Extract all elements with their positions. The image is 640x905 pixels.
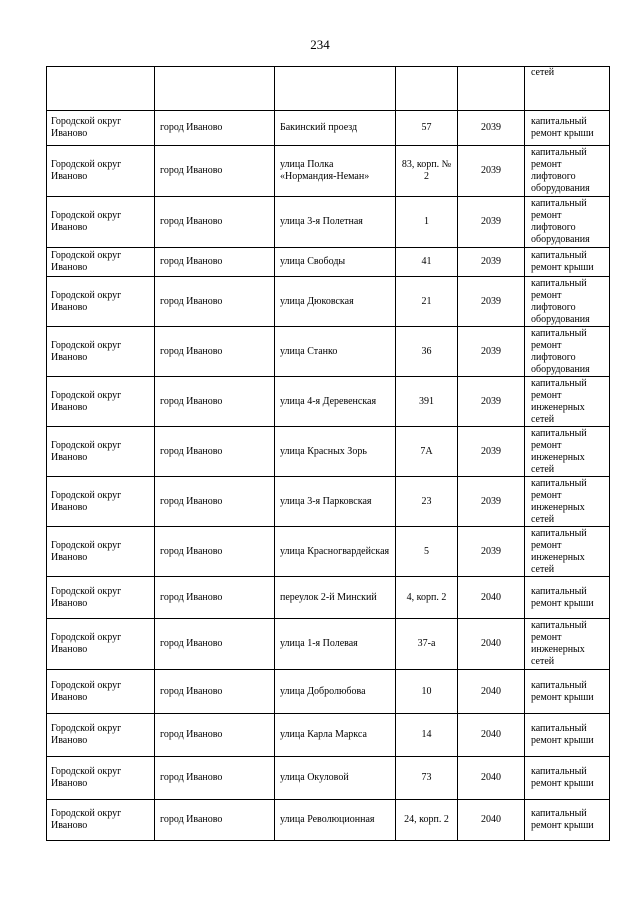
street-cell: Бакинский проезд bbox=[275, 111, 396, 146]
house-cell: 391 bbox=[396, 377, 458, 427]
year-cell: 2040 bbox=[458, 577, 525, 619]
house-cell: 5 bbox=[396, 527, 458, 577]
year-cell: 2039 bbox=[458, 277, 525, 327]
street-cell: улица Дюковская bbox=[275, 277, 396, 327]
year-cell: 2039 bbox=[458, 477, 525, 527]
house-cell: 21 bbox=[396, 277, 458, 327]
house-cell: 24, корп. 2 bbox=[396, 800, 458, 841]
work-type-cell: капитальный ремонт крыши bbox=[525, 670, 610, 714]
year-cell: 2039 bbox=[458, 146, 525, 197]
work-type-cell: капитальный ремонт инженерных сетей bbox=[525, 619, 610, 670]
table-row bbox=[47, 146, 610, 197]
street-cell: переулок 2-й Минский bbox=[275, 577, 396, 619]
house-cell: 41 bbox=[396, 248, 458, 277]
locality-cell: город Иваново bbox=[155, 477, 275, 527]
house-cell: 37-а bbox=[396, 619, 458, 670]
table-row bbox=[47, 248, 610, 277]
house-cell: 10 bbox=[396, 670, 458, 714]
district-cell: Городской округ Иваново bbox=[47, 714, 155, 757]
house-cell: 36 bbox=[396, 327, 458, 377]
locality-cell: город Иваново bbox=[155, 757, 275, 800]
district-cell: Городской округ Иваново bbox=[47, 277, 155, 327]
street-cell: улица Карла Маркса bbox=[275, 714, 396, 757]
house-cell: 1 bbox=[396, 197, 458, 248]
house-cell: 57 bbox=[396, 111, 458, 146]
work-type-cell: капитальный ремонт лифтового оборудования bbox=[525, 146, 610, 197]
work-type-cell: капитальный ремонт крыши bbox=[525, 757, 610, 800]
work-type-cell: капитальный ремонт лифтового оборудования bbox=[525, 277, 610, 327]
district-cell: Городской округ Иваново bbox=[47, 111, 155, 146]
year-cell: 2039 bbox=[458, 327, 525, 377]
locality-cell: город Иваново bbox=[155, 670, 275, 714]
locality-cell: город Иваново bbox=[155, 427, 275, 477]
street-cell: улица 3-я Парковская bbox=[275, 477, 396, 527]
locality-cell: город Иваново bbox=[155, 800, 275, 841]
work-type-cell: сетей bbox=[525, 67, 610, 111]
year-cell: 2039 bbox=[458, 197, 525, 248]
house-cell: 73 bbox=[396, 757, 458, 800]
locality-cell bbox=[155, 67, 275, 111]
street-cell: улица Революционная bbox=[275, 800, 396, 841]
table-row bbox=[47, 427, 610, 477]
district-cell: Городской округ Иваново bbox=[47, 197, 155, 248]
year-cell: 2039 bbox=[458, 427, 525, 477]
street-cell: улица Станко bbox=[275, 327, 396, 377]
work-type-cell: капитальный ремонт крыши bbox=[525, 248, 610, 277]
locality-cell: город Иваново bbox=[155, 197, 275, 248]
work-type-cell: капитальный ремонт инженерных сетей bbox=[525, 527, 610, 577]
district-cell: Городской округ Иваново bbox=[47, 248, 155, 277]
locality-cell: город Иваново bbox=[155, 277, 275, 327]
house-cell: 23 bbox=[396, 477, 458, 527]
house-cell: 14 bbox=[396, 714, 458, 757]
year-cell: 2039 bbox=[458, 377, 525, 427]
table-row bbox=[47, 670, 610, 714]
table-row bbox=[47, 757, 610, 800]
work-type-cell: капитальный ремонт крыши bbox=[525, 577, 610, 619]
district-cell: Городской округ Иваново bbox=[47, 527, 155, 577]
work-type-cell: капитальный ремонт лифтового оборудования bbox=[525, 197, 610, 248]
district-cell: Городской округ Иваново bbox=[47, 670, 155, 714]
street-cell: улица Добролюбова bbox=[275, 670, 396, 714]
locality-cell: город Иваново bbox=[155, 248, 275, 277]
year-cell: 2040 bbox=[458, 757, 525, 800]
locality-cell: город Иваново bbox=[155, 377, 275, 427]
table-row bbox=[47, 111, 610, 146]
house-cell: 83, корп. № 2 bbox=[396, 146, 458, 197]
year-cell: 2040 bbox=[458, 714, 525, 757]
table-row bbox=[47, 327, 610, 377]
district-cell: Городской округ Иваново bbox=[47, 327, 155, 377]
work-type-cell: капитальный ремонт крыши bbox=[525, 111, 610, 146]
district-cell: Городской округ Иваново bbox=[47, 757, 155, 800]
street-cell: улица Свободы bbox=[275, 248, 396, 277]
street-cell: улица Красногвардейская bbox=[275, 527, 396, 577]
street-cell: улица Полка «Нормандия-Неман» bbox=[275, 146, 396, 197]
house-cell bbox=[396, 67, 458, 111]
table-row bbox=[47, 477, 610, 527]
year-cell: 2039 bbox=[458, 111, 525, 146]
repair-schedule-table bbox=[46, 66, 610, 841]
locality-cell: город Иваново bbox=[155, 527, 275, 577]
street-cell: улица 1-я Полевая bbox=[275, 619, 396, 670]
house-cell: 4, корп. 2 bbox=[396, 577, 458, 619]
district-cell: Городской округ Иваново bbox=[47, 577, 155, 619]
table-row bbox=[47, 377, 610, 427]
house-cell: 7А bbox=[396, 427, 458, 477]
district-cell: Городской округ Иваново bbox=[47, 427, 155, 477]
year-cell: 2040 bbox=[458, 619, 525, 670]
work-type-cell: капитальный ремонт инженерных сетей bbox=[525, 427, 610, 477]
year-cell bbox=[458, 67, 525, 111]
work-type-cell: капитальный ремонт инженерных сетей bbox=[525, 377, 610, 427]
locality-cell: город Иваново bbox=[155, 619, 275, 670]
table-row-continuation bbox=[47, 67, 610, 111]
table-row bbox=[47, 714, 610, 757]
street-cell: улица 3-я Полетная bbox=[275, 197, 396, 248]
table-row bbox=[47, 619, 610, 670]
work-type-cell: капитальный ремонт лифтового оборудования bbox=[525, 327, 610, 377]
table-row bbox=[47, 527, 610, 577]
street-cell: улица Окуловой bbox=[275, 757, 396, 800]
table-row bbox=[47, 197, 610, 248]
locality-cell: город Иваново bbox=[155, 714, 275, 757]
district-cell: Городской округ Иваново bbox=[47, 377, 155, 427]
locality-cell: город Иваново bbox=[155, 146, 275, 197]
locality-cell: город Иваново bbox=[155, 327, 275, 377]
street-cell bbox=[275, 67, 396, 111]
page-number: 234 bbox=[310, 37, 330, 52]
street-cell: улица 4-я Деревенская bbox=[275, 377, 396, 427]
locality-cell: город Иваново bbox=[155, 111, 275, 146]
year-cell: 2039 bbox=[458, 248, 525, 277]
district-cell: Городской округ Иваново bbox=[47, 800, 155, 841]
work-type-cell: капитальный ремонт инженерных сетей bbox=[525, 477, 610, 527]
table-row bbox=[47, 277, 610, 327]
district-cell: Городской округ Иваново bbox=[47, 477, 155, 527]
year-cell: 2040 bbox=[458, 800, 525, 841]
district-cell bbox=[47, 67, 155, 111]
table-row bbox=[47, 800, 610, 841]
locality-cell: город Иваново bbox=[155, 577, 275, 619]
year-cell: 2039 bbox=[458, 527, 525, 577]
work-type-cell: капитальный ремонт крыши bbox=[525, 714, 610, 757]
table-row bbox=[47, 577, 610, 619]
work-type-cell: капитальный ремонт крыши bbox=[525, 800, 610, 841]
year-cell: 2040 bbox=[458, 670, 525, 714]
street-cell: улица Красных Зорь bbox=[275, 427, 396, 477]
district-cell: Городской округ Иваново bbox=[47, 146, 155, 197]
district-cell: Городской округ Иваново bbox=[47, 619, 155, 670]
